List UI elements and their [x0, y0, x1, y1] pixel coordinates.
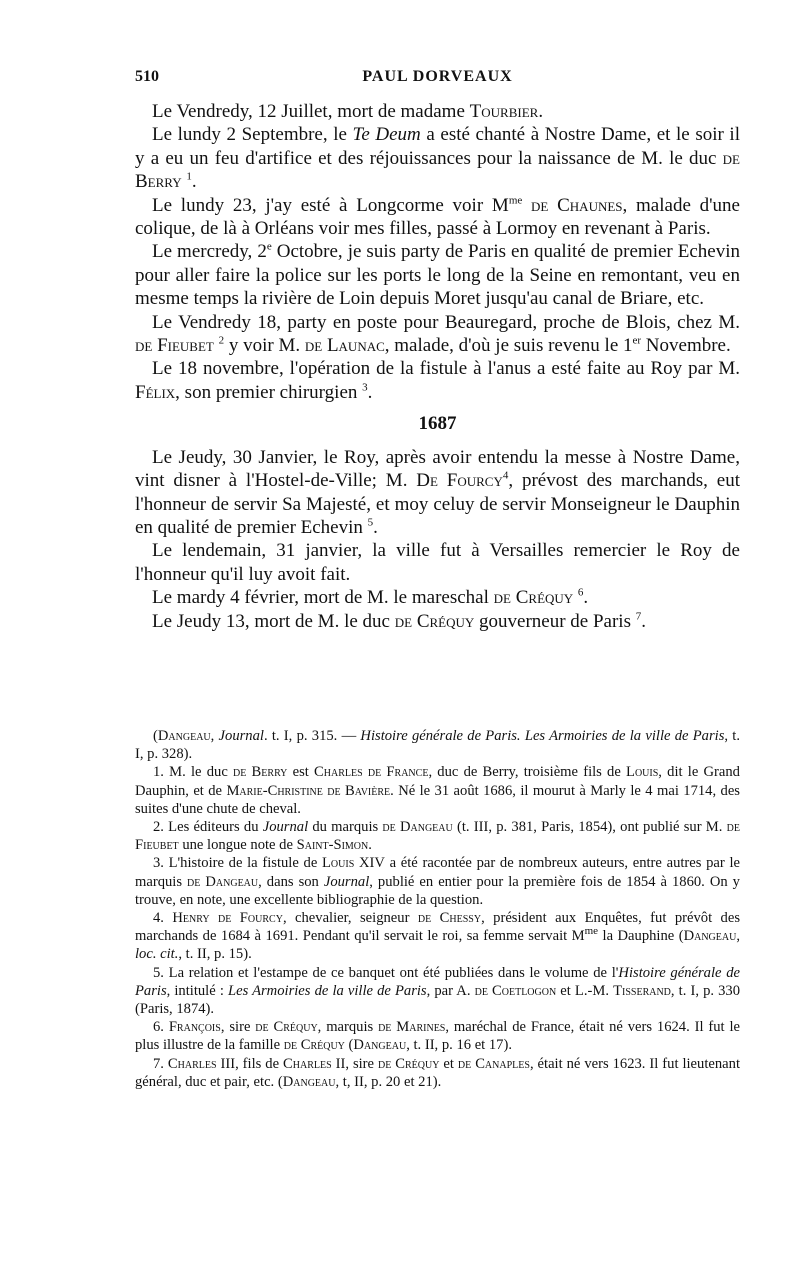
paragraph-5: [135, 311, 740, 358]
text-run: Octobre, je suis party de Paris en qualité de premier Echevin pour aller faire la police sur les ports le long de la Seine en remontant, veu en mesme temps la rivière de Loin depuis Moret jusqu'au canal de Briare, etc.: [135, 241, 740, 310]
footnote-6: [135, 1018, 740, 1054]
text-run: de Launac: [304, 335, 385, 357]
text-run: , son premier chirurgien: [175, 381, 363, 403]
text-run: de Chaunes: [531, 194, 623, 216]
paragraph-3: [135, 194, 740, 241]
paragraph-2: [135, 123, 740, 193]
text-run: Le Jeudy 13, mort de M. le duc: [152, 610, 395, 632]
text-run: Tourbier: [469, 101, 539, 122]
text-run: .: [641, 610, 646, 632]
text-run: de Créquy: [255, 1019, 318, 1036]
text-run: , dans son: [258, 873, 324, 890]
text-run: , maréchal de France, était né vers 1624. Il fut le plus illustre de la famille: [135, 1019, 740, 1054]
text-run: . Né le 31 août 1686, il mourut à Marly le 4 mai 1714, des suites d'une chute de cheval.: [135, 782, 740, 817]
text-run: Le Vendredy, 12 Juillet, mort de madame: [152, 101, 470, 122]
text-run: , t. II, p. 15).: [178, 946, 252, 963]
text-run: Henry de Fourcy: [172, 910, 283, 927]
text-run: (t. III, p. 381, Paris, 1854), ont publié sur M.: [452, 819, 727, 836]
text-run: De Fourcy: [416, 470, 503, 492]
text-run: , fils de: [235, 1055, 284, 1072]
text-run: Les Armoiries de la ville de Paris: [227, 982, 427, 999]
text-run: Novembre.: [641, 335, 731, 357]
superscript: me: [508, 194, 523, 207]
footnote-4: [135, 909, 740, 964]
text-run: Le Vendredy 18, party en poste pour Beauregard, proche de Blois, chez M.: [152, 311, 740, 333]
text-run: Histoire générale de Paris: [135, 964, 740, 999]
text-run: de Dangeau: [187, 873, 259, 890]
text-run: .: [368, 837, 372, 854]
text-run: 6.: [153, 1019, 169, 1036]
text-run: Le Jeudy, 30 Janvier, le Roy, après avoir entendu la messe à Nostre Dame, vint disner à l'Hostel-de-Ville; M.: [135, 446, 740, 492]
text-run: Dangeau: [282, 1073, 336, 1090]
footnote-ref-5: 5: [367, 516, 374, 529]
text-run: 4.: [153, 910, 173, 927]
footnote-ref-2: 2: [218, 334, 225, 347]
footnote-5: [135, 964, 740, 1019]
text-run: , t. I, p. 328).: [135, 728, 740, 763]
running-title: PAUL DORVEAUX: [362, 68, 513, 85]
paragraph-10: [135, 610, 740, 633]
text-run: de Berry: [135, 147, 740, 193]
text-run: Journal: [218, 728, 264, 744]
text-run: , dit le Grand Dauphin, et de: [135, 764, 740, 799]
text-run: 5. La relation et l'estampe de ce banquet ont été publiées dans le volume de l': [153, 964, 619, 981]
paragraph-9: [135, 586, 740, 609]
text-run: gouverneur de Paris: [474, 610, 636, 632]
footnote-ref-4: 4: [502, 469, 509, 482]
footnote-ref-3: 3: [362, 381, 368, 394]
text-run: de Dangeau: [382, 819, 453, 836]
text-run: ,: [210, 728, 219, 744]
text-run: .: [367, 381, 373, 403]
footnote-7: [135, 1055, 740, 1091]
text-run: de Créquy: [394, 610, 475, 632]
text-run: une longue note de: [178, 837, 297, 854]
year-heading: 1687: [418, 413, 457, 435]
text-run: de Berry: [233, 764, 288, 781]
text-run: 7.: [153, 1055, 168, 1072]
text-run: , président aux Enquêtes, fut prévôt des marchands de 1684 à 1691. Pendant qu'il servait le roi, sa femme servait M: [135, 910, 741, 945]
text-run: ,: [736, 928, 740, 945]
text-run: Charles III: [167, 1055, 236, 1072]
superscript: me: [584, 925, 599, 938]
text-run: , prévost des marchands, eut l'honneur de servir Sa Majesté, et moy celuy de servir Monseigneur le Dauphin en qualité de premier Echevin: [135, 470, 740, 538]
superscript: e: [266, 241, 272, 254]
text-run: , était né vers 1623. Il fut lieutenant général, duc et pair, etc. (: [135, 1055, 740, 1090]
text-run: , intitulé :: [166, 982, 228, 999]
footnote-2: [135, 818, 740, 854]
text-run: , malade d'une colique, de là à Orléans voir mes filles, passé à Lormoy en revenant à Paris.: [135, 194, 740, 240]
text-run: de Fieubet: [135, 819, 740, 854]
text-run: 3. L'histoire de la fistule de: [153, 855, 322, 872]
text-run: de Marines: [378, 1019, 446, 1036]
paragraph-4: [135, 240, 740, 310]
text-run: de Créquy: [377, 1055, 440, 1072]
footnote-ref-6: 6: [577, 586, 584, 599]
text-run: .: [538, 101, 544, 122]
text-run: Charles de France: [314, 764, 429, 781]
text-run: Le lendemain, 31 janvier, la ville fut à Versailles remercier le Roy de l'honneur qu'il luy avoit fait.: [135, 540, 740, 585]
text-run: Charles II: [283, 1055, 346, 1072]
text-run: , publié en entier pour la première fois de 1854 à 1860. On y trouve, en note, une excellente bibliographie de la question.: [135, 873, 740, 908]
text-run: François: [168, 1019, 221, 1036]
text-run: loc. cit.: [135, 946, 179, 963]
text-run: Tisserand: [613, 982, 671, 999]
text-run: [522, 195, 531, 216]
text-run: , t. I, p. 330 (Paris, 1874).: [135, 982, 741, 1018]
text-run: , marquis: [317, 1019, 379, 1036]
paragraph-7: [135, 446, 740, 540]
text-run: de Créquy: [283, 1037, 345, 1054]
text-run: , par A.: [426, 982, 475, 999]
text-run: , duc de Berry, troisième fils de: [428, 764, 627, 781]
text-run: la Dauphine (: [598, 928, 684, 945]
text-run: .: [373, 516, 378, 538]
text-run: a été racontée par de nombreux auteurs, entre autres par le marquis: [135, 855, 740, 890]
paragraph-6: [135, 357, 740, 404]
text-run: et L.-M.: [556, 982, 614, 999]
main-text: [135, 100, 740, 633]
text-run: Louis: [626, 764, 659, 781]
text-run: (: [344, 1037, 354, 1054]
text-run: a esté chanté à Nostre Dame, et le soir il y a eu un feu d'artifice et des réjouissances pour la naissance de M. le duc: [135, 124, 740, 169]
footnote-ref-7: 7: [635, 610, 642, 623]
text-run: Saint-Simon: [296, 837, 369, 854]
footnote-continued: [135, 727, 740, 763]
text-run: Dangeau: [157, 728, 211, 744]
text-run: , chevalier, seigneur: [282, 910, 418, 927]
superscript: er: [632, 334, 642, 347]
text-run: Le lundy 23, j'ay esté à Longcorme voir M: [152, 194, 509, 216]
page-number: 510: [135, 68, 159, 85]
text-run: Louis XIV: [322, 855, 385, 872]
text-run: 1. M. le duc: [153, 764, 234, 781]
text-run: Dangeau: [683, 928, 737, 945]
text-run: .: [191, 171, 197, 193]
text-run: Marie-Christine de Bavière: [226, 782, 391, 799]
text-run: Journal: [323, 873, 370, 890]
text-run: . t. I, p. 315. —: [263, 728, 361, 744]
text-run: 2. Les éditeurs du: [153, 819, 263, 836]
text-run: Le 18 novembre, l'opération de la fistule à l'anus a esté faite au Roy par M.: [152, 358, 740, 380]
text-run: de Chessy: [417, 910, 482, 927]
footnote-3: [135, 854, 740, 909]
text-run: Journal: [262, 819, 309, 836]
text-run: , sire: [345, 1055, 378, 1072]
text-run: y voir M.: [224, 335, 305, 357]
text-run: du marquis: [308, 819, 383, 836]
text-run: de Coetlogon: [474, 982, 557, 999]
text-run: , malade, d'où je suis revenu le 1: [384, 335, 633, 357]
text-run: .: [583, 587, 589, 609]
footnotes: [135, 727, 740, 1091]
text-run: Histoire générale de Paris. Les Armoiries de la ville de Paris: [360, 728, 725, 744]
text-run: Le mercredy, 2: [152, 241, 267, 263]
paragraph-1: [135, 100, 740, 123]
text-run: , t. II, p. 16 et 17).: [406, 1037, 512, 1054]
text-run: Te Deum: [352, 124, 421, 146]
text-run: de Créquy: [493, 587, 574, 609]
text-run: de Fieubet: [135, 335, 214, 357]
text-run: et: [439, 1055, 458, 1072]
footnote-1: [135, 763, 740, 818]
footnote-ref-1: 1: [186, 170, 192, 183]
text-run: de Canaples: [457, 1055, 530, 1072]
text-run: Dangeau: [353, 1037, 407, 1054]
page-header: [135, 68, 740, 94]
paragraph-8: [135, 539, 740, 586]
text-run: , t, II, p. 20 et 21).: [335, 1073, 442, 1090]
text-run: (: [153, 728, 158, 744]
text-run: Le mardy 4 février, mort de M. le mareschal: [152, 587, 494, 609]
text-run: Félix: [135, 381, 176, 403]
text-run: est: [287, 764, 315, 781]
text-run: , sire: [220, 1019, 256, 1036]
text-run: Le lundy 2 Septembre, le: [152, 124, 353, 146]
